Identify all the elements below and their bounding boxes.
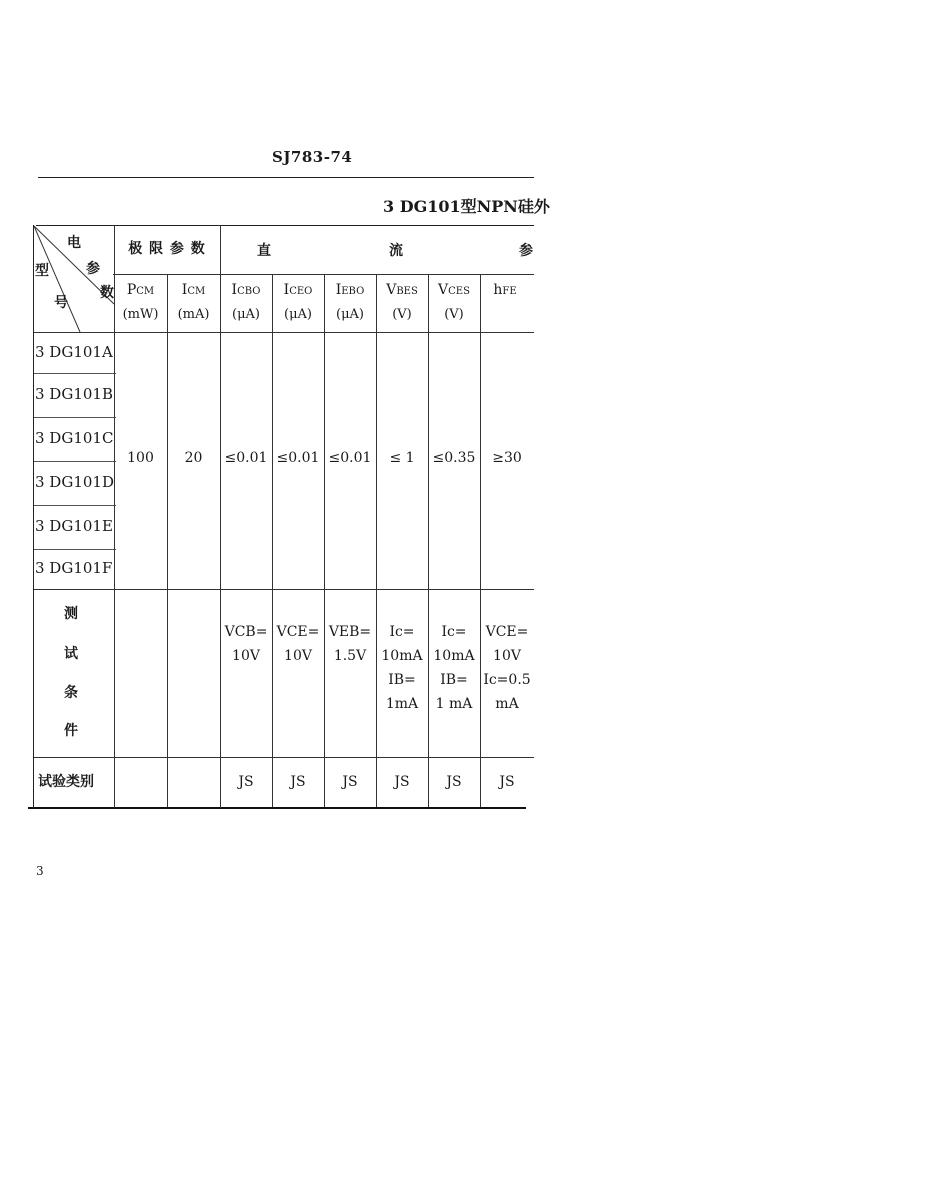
column-rule <box>167 274 168 807</box>
value-vbes: ≤ 1 <box>389 450 415 466</box>
column-rule <box>428 274 429 807</box>
column-rule <box>480 274 481 807</box>
column-unit-pcm: (mW) <box>122 307 159 322</box>
table-bottom-rule <box>28 807 526 809</box>
group-limit-params: 极 限 参 数 <box>128 241 206 257</box>
model-row-rule <box>33 505 116 506</box>
model-row-rule <box>33 417 116 418</box>
model-label: 3 DG101F <box>35 559 113 577</box>
model-label: 3 DG101A <box>35 343 113 361</box>
column-unit-vbes: (V) <box>392 307 412 322</box>
column-header-icbo: ICBO <box>231 282 261 298</box>
header-rule <box>38 177 534 178</box>
test-category-label: 试验类别 <box>38 774 94 790</box>
column-rule <box>272 274 273 807</box>
corner-label-bottom: 号 <box>54 295 68 311</box>
group-dc-char-2: 流 <box>389 243 403 259</box>
corner-label-left: 型 <box>35 263 49 279</box>
condition-label-char: 试 <box>64 646 78 662</box>
condition-vbes: Ic= 10mA IB= 1mA <box>381 624 423 712</box>
test-category-iceo: JS <box>290 774 306 790</box>
column-header-iceo: ICEO <box>283 282 313 298</box>
group-dc-char-3: 参 <box>519 243 533 259</box>
column-unit-iceo: (μA) <box>284 307 312 322</box>
value-icbo: ≤0.01 <box>224 450 268 466</box>
column-header-pcm: PCM <box>126 282 155 298</box>
values-bottom-rule <box>33 589 534 590</box>
model-label: 3 DG101C <box>35 429 114 447</box>
model-row-rule <box>33 461 116 462</box>
parameter-table <box>28 224 534 810</box>
standard-number: SJ783-74 <box>272 148 353 166</box>
column-header-hfe: hFE <box>493 282 517 298</box>
column-rule <box>376 274 377 807</box>
corner-label-right: 参 <box>86 261 100 277</box>
column-header-vbes: VBES <box>386 282 418 298</box>
model-row-rule <box>33 549 116 550</box>
model-row-rule <box>33 373 116 374</box>
test-category-hfe: JS <box>499 774 515 790</box>
condition-iebo: VEB= 1.5V <box>328 624 372 664</box>
document-title: 3 DG101型NPN硅外 <box>383 197 550 216</box>
value-pcm: 100 <box>127 450 154 466</box>
column-header-vces: VCES <box>438 282 470 298</box>
value-hfe: ≥30 <box>492 450 522 466</box>
column-unit-icbo: (μA) <box>232 307 260 322</box>
condition-iceo: VCE= 10V <box>276 624 320 664</box>
test-category-iebo: JS <box>342 774 358 790</box>
column-header-icm: ICM <box>181 282 206 298</box>
model-label: 3 DG101D <box>35 473 114 491</box>
condition-hfe: VCE= 10V Ic=0.5 mA <box>483 624 531 712</box>
column-rule <box>324 274 325 807</box>
condition-label-char: 件 <box>64 723 78 739</box>
column-unit-vces: (V) <box>444 307 464 322</box>
column-header-iebo: IEBO <box>335 282 365 298</box>
test-category-vces: JS <box>446 774 462 790</box>
page-number: 3 <box>36 864 44 878</box>
corner-label-top: 电 <box>67 235 81 251</box>
model-label: 3 DG101E <box>35 517 113 535</box>
value-vces: ≤0.35 <box>432 450 476 466</box>
condition-label-char: 测 <box>64 606 78 622</box>
corner-label-far-right: 数 <box>100 285 114 301</box>
column-unit-icm: (mA) <box>177 307 210 322</box>
conditions-bottom-rule <box>33 757 534 758</box>
test-category-vbes: JS <box>394 774 410 790</box>
value-icm: 20 <box>184 450 203 466</box>
column-unit-iebo: (μA) <box>336 307 364 322</box>
group-dc-char-1: 直 <box>257 243 271 259</box>
condition-label-char: 条 <box>64 685 78 701</box>
value-iceo: ≤0.01 <box>276 450 320 466</box>
test-category-icbo: JS <box>238 774 254 790</box>
value-iebo: ≤0.01 <box>328 450 372 466</box>
condition-icbo: VCB= 10V <box>224 624 268 664</box>
condition-vces: Ic= 10mA IB= 1 mA <box>433 624 475 712</box>
model-label: 3 DG101B <box>35 385 113 403</box>
